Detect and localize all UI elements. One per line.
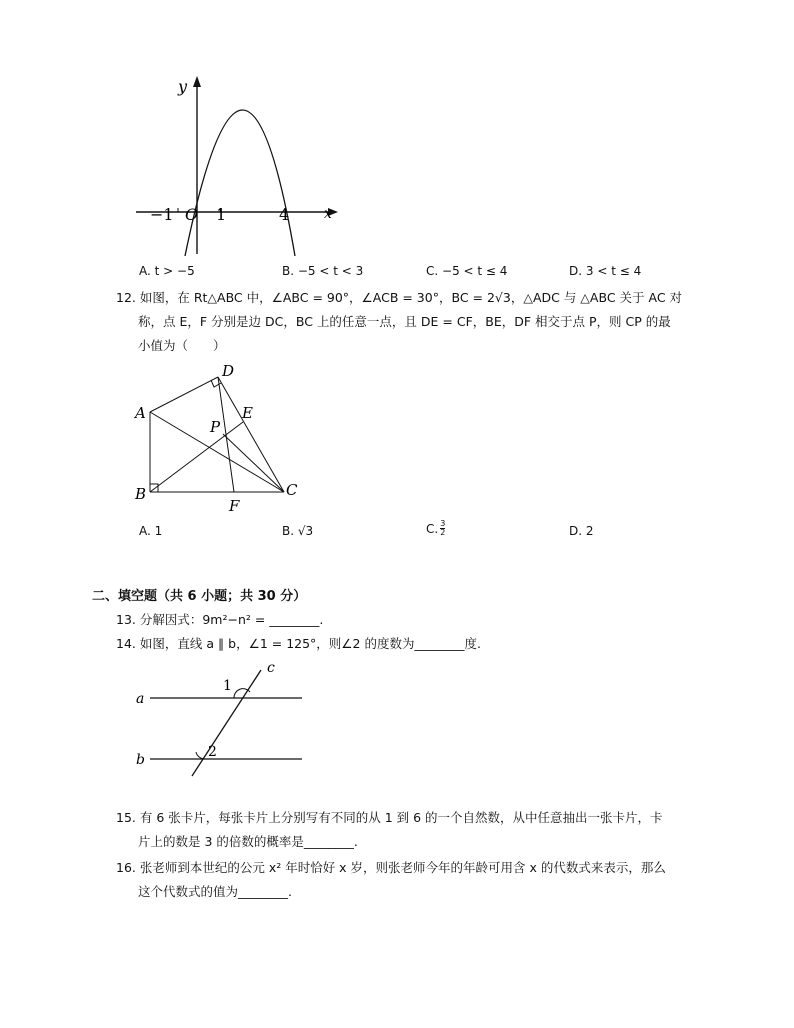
label-a: A	[135, 404, 146, 422]
q12-option-c-fraction	[440, 520, 445, 537]
angle-2-arc	[196, 752, 204, 759]
label-b: B	[135, 485, 147, 503]
triangle-figure	[130, 362, 310, 517]
q16-text	[116, 856, 666, 904]
segment-pc	[223, 434, 284, 492]
q15-line-1: 15. 有 6 张卡片，每张卡片上分别写有不同的从 1 到 6 的一个自然数，从中任意抽出一张卡片，卡	[116, 810, 663, 825]
x-axis-label: x	[324, 206, 332, 222]
tick-label-one: 1	[216, 205, 227, 224]
q12-line-3: 小值为（ ）	[138, 338, 226, 353]
segment-df	[218, 377, 234, 492]
label-p: P	[210, 418, 221, 436]
q12-option-c[interactable]	[426, 520, 445, 537]
q11-option-a[interactable]: A. t > −5	[139, 264, 195, 278]
angle-1-arc	[234, 689, 250, 698]
q13-text: 13. 分解因式：9m²−n² = ________.	[116, 612, 324, 627]
q15-text	[116, 806, 663, 854]
section-heading: 二、填空题（共 6 小题；共 30 分）	[92, 589, 307, 604]
label-line-a: a	[136, 691, 145, 707]
label-angle-2: 2	[208, 744, 217, 760]
parabola-graph	[130, 72, 345, 262]
q12-option-b[interactable]: B. √3	[282, 524, 314, 538]
fraction-numerator: 3	[440, 519, 446, 528]
q14-text: 14. 如图，直线 a ∥ b，∠1 = 125°，则∠2 的度数为________度.	[116, 636, 481, 651]
q16-line-1: 16. 张老师到本世纪的公元 x² 年时恰好 x 岁，则张老师今年的年龄可用含 x 的代数式来表示，那么	[116, 860, 666, 875]
fraction-denominator: 2	[440, 528, 446, 537]
y-axis-label: y	[178, 77, 188, 96]
label-d: D	[222, 362, 235, 380]
q11-option-b[interactable]: B. −5 < t < 3	[282, 264, 364, 278]
label-line-c: c	[267, 660, 275, 676]
q15-line-2: 片上的数是 3 的倍数的概率是________.	[138, 834, 358, 849]
tick-label-neg-one: −1	[150, 205, 174, 224]
q12-line-2: 称，点 E，F 分别是边 DC，BC 上的任意一点，且 DE = CF，BE，DF 相交于点 P，则 CP 的最	[138, 314, 671, 329]
q12-line-1: 12. 如图，在 Rt△ABC 中，∠ABC = 90°，∠ACB = 30°，BC = 2√3，△ADC 与 △ABC 关于 AC 对	[116, 290, 683, 305]
q12-option-c-prefix: C.	[426, 521, 439, 536]
parallel-lines-figure	[130, 658, 310, 778]
q11-option-c[interactable]: C. −5 < t ≤ 4	[426, 264, 508, 278]
label-angle-1: 1	[223, 678, 232, 694]
q11-option-d[interactable]: D. 3 < t ≤ 4	[569, 264, 642, 278]
tick-label-four: 4	[279, 205, 290, 224]
segment-dc	[218, 377, 284, 492]
origin-label: O	[185, 205, 199, 224]
label-line-b: b	[136, 752, 145, 768]
q12-option-a[interactable]: A. 1	[139, 524, 163, 538]
label-f: F	[229, 497, 240, 515]
label-e: E	[242, 404, 253, 422]
q16-line-2: 这个代数式的值为________.	[138, 884, 292, 899]
q12-option-d[interactable]: D. 2	[569, 524, 594, 538]
q12-text	[116, 286, 716, 358]
label-c: C	[286, 481, 298, 499]
segment-ad	[150, 377, 218, 412]
